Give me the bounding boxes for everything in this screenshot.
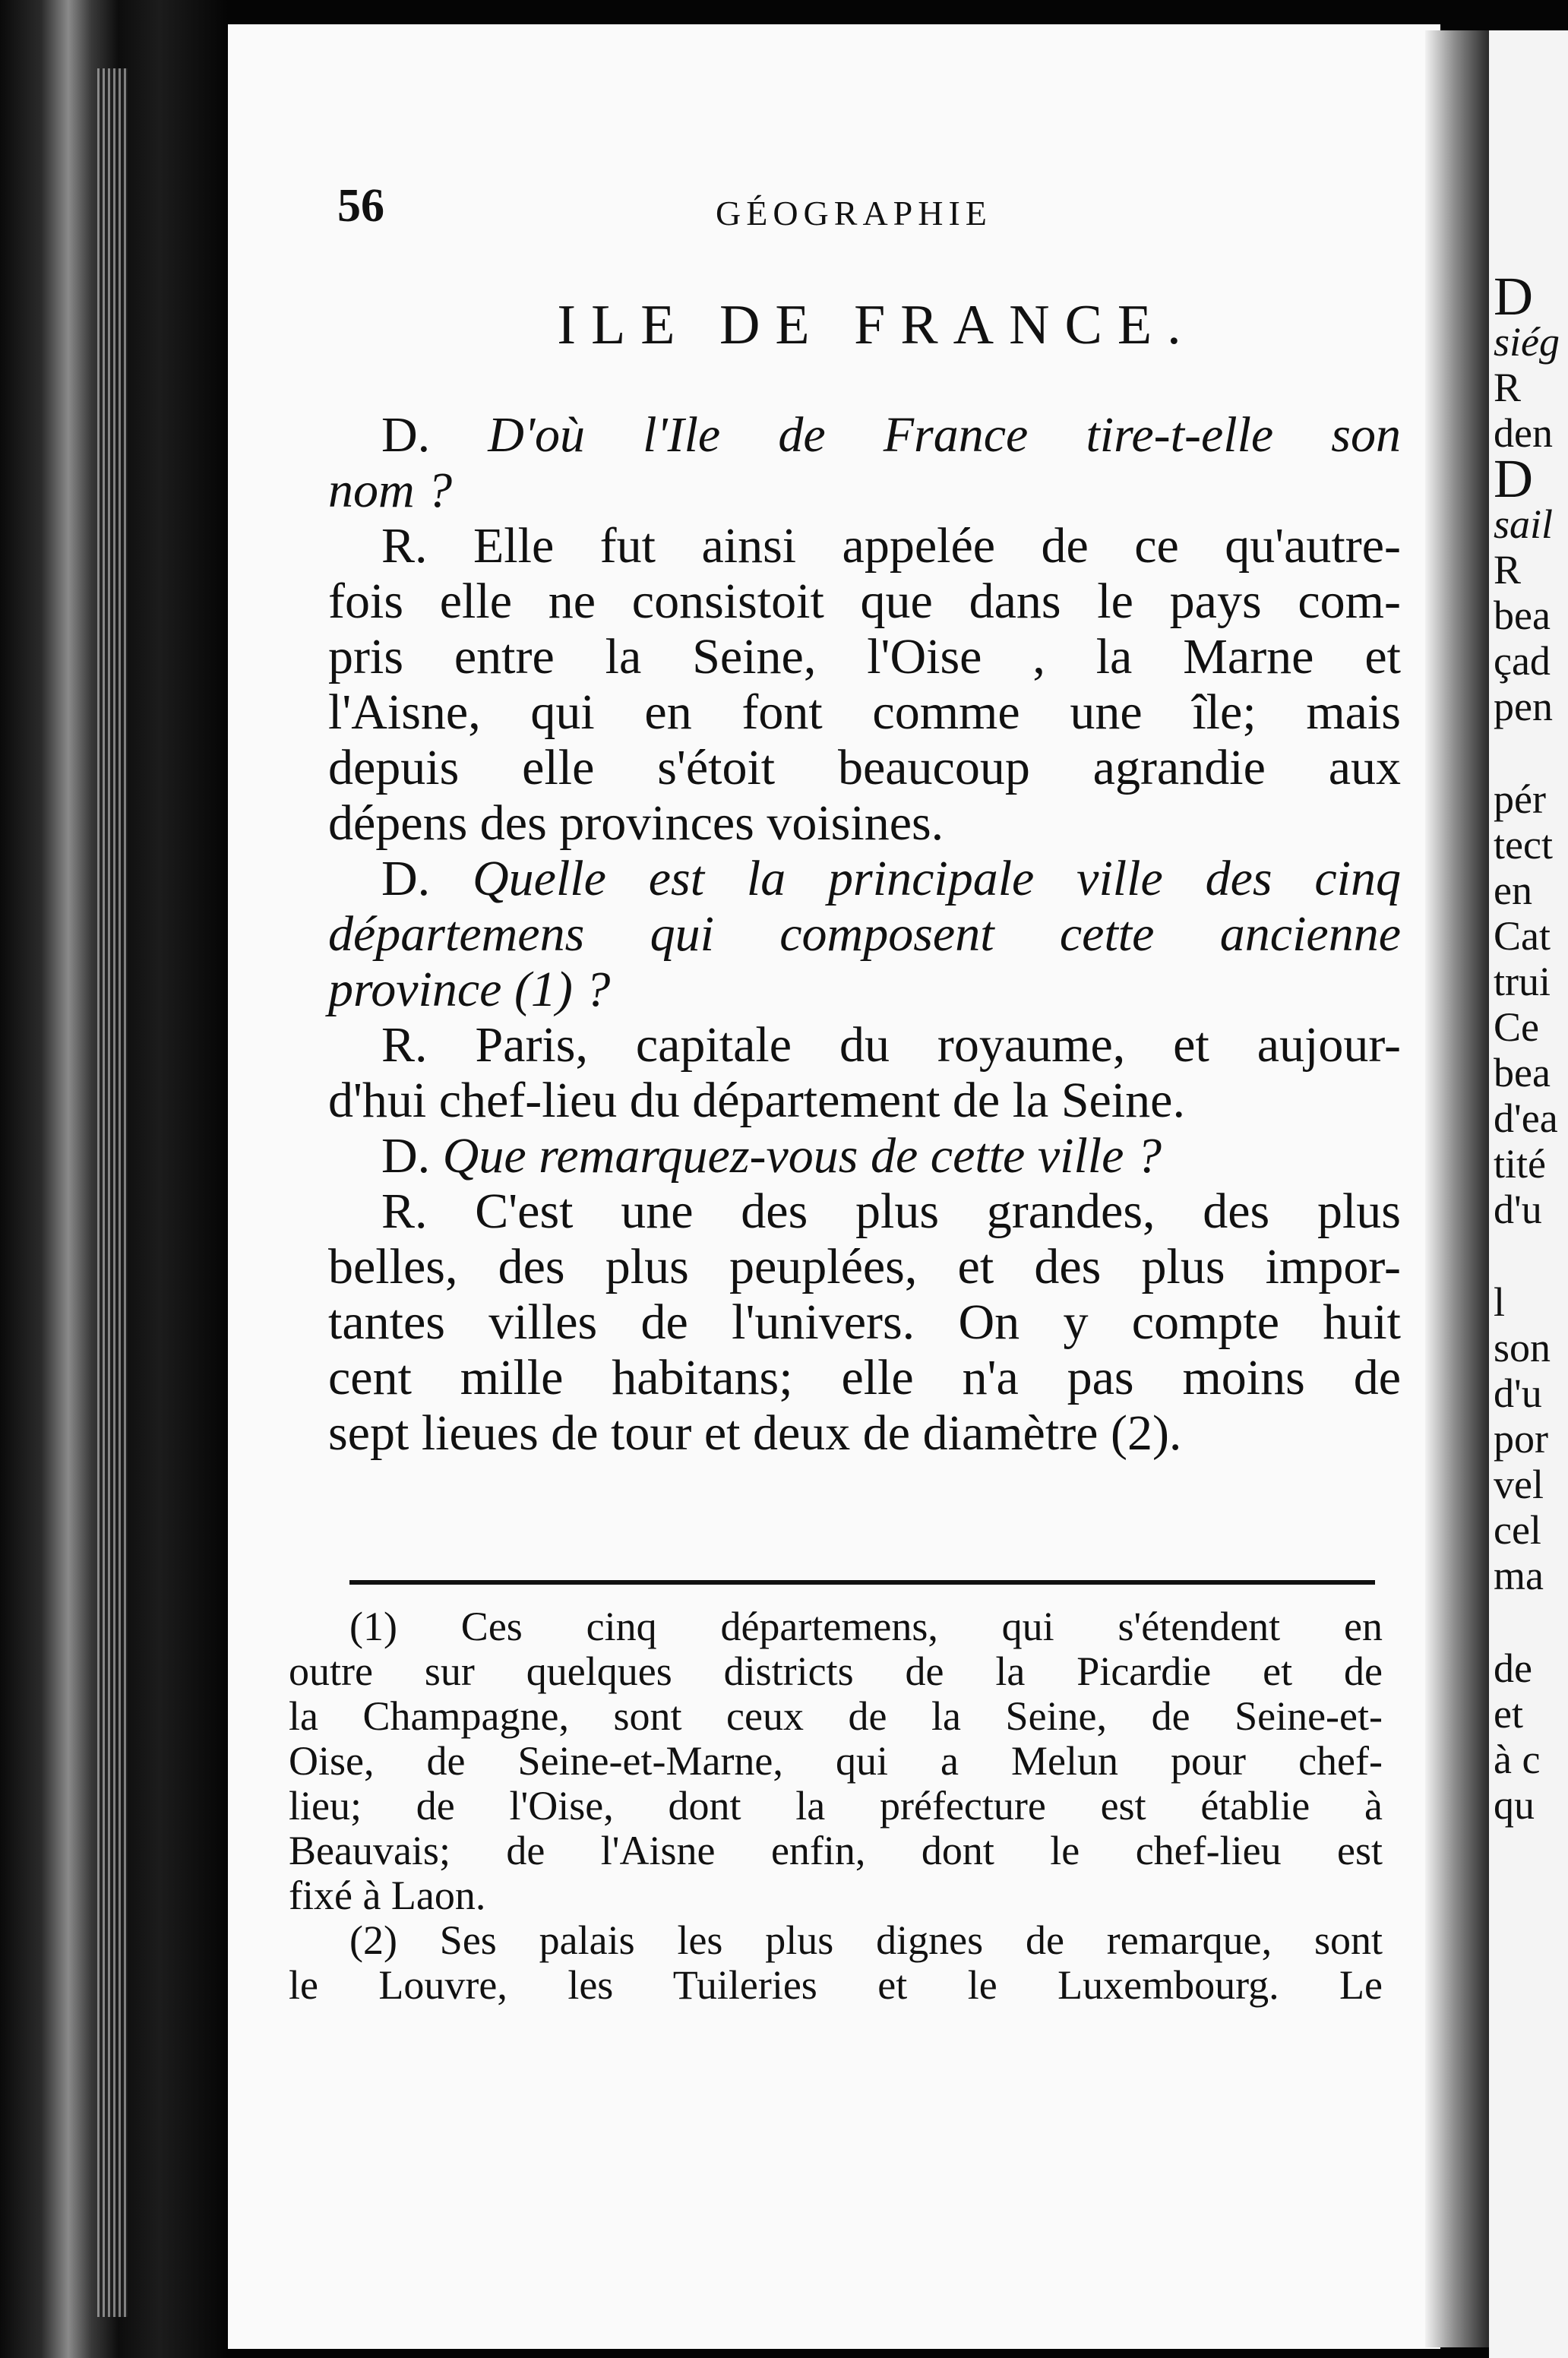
dialogue-label: R. <box>381 518 473 574</box>
adjacent-page-fragment: à c <box>1494 1737 1541 1782</box>
adjacent-page-fragment: son <box>1494 1325 1551 1370</box>
footnote-line: outre sur quelques districts de la Picardie et de <box>289 1648 1383 1694</box>
adjacent-page <box>1489 30 1568 2358</box>
line-text: province (1) ? <box>328 962 611 1017</box>
fragment-gap <box>1494 1598 1568 1645</box>
text-line <box>328 1073 1401 1128</box>
footnote-line: la Champagne, sont ceux de la Seine, de Seine-et- <box>289 1693 1383 1739</box>
adjacent-page-fragment: bea <box>1494 1050 1551 1095</box>
adjacent-page-fragment: sail <box>1494 501 1554 547</box>
adjacent-page-fragment: Cat <box>1494 913 1551 959</box>
dialogue-label: D. <box>381 851 473 906</box>
footnotes <box>289 1604 1383 2008</box>
adjacent-page-fragment: de <box>1494 1645 1532 1691</box>
footnote-line: lieu; de l'Oise, dont la préfecture est établie à <box>289 1783 1383 1829</box>
text-line <box>328 1184 1401 1239</box>
adjacent-page-fragment: D <box>1494 448 1533 509</box>
adjacent-page-fragment: qu <box>1494 1782 1535 1828</box>
adjacent-page-fragment: pen <box>1494 684 1553 729</box>
adjacent-page-fragment: trui <box>1494 959 1551 1004</box>
text-line <box>328 1017 1401 1073</box>
line-text: Elle fut ainsi appelée de ce qu'autre- <box>473 518 1401 574</box>
line-text: fois elle ne consistoit que dans le pays com- <box>328 574 1401 629</box>
line-text: Que remarquez-vous de cette ville ? <box>442 1128 1162 1184</box>
footnote-rule <box>349 1580 1375 1585</box>
fragment-gap <box>1494 1232 1568 1279</box>
section-title: ILE DE FRANCE. <box>557 294 1197 356</box>
text-line <box>328 906 1401 962</box>
adjacent-page-fragment: ma <box>1494 1553 1544 1598</box>
adjacent-page-fragment: cel <box>1494 1507 1541 1553</box>
running-head-title: GÉOGRAPHIE <box>716 194 992 232</box>
adjacent-page-fragment: vel <box>1494 1462 1544 1507</box>
dialogue-label: R. <box>381 1184 476 1239</box>
text-line <box>328 1239 1401 1294</box>
footnote-line: fixé à Laon. <box>289 1873 486 1918</box>
adjacent-page-text <box>1494 266 1568 1828</box>
body-text <box>328 407 1401 1461</box>
running-head <box>337 179 1416 240</box>
dialogue-label: D. <box>381 1128 443 1184</box>
page-edges <box>97 68 128 2317</box>
line-text: pris entre la Seine, l'Oise , la Marne et <box>328 629 1401 684</box>
line-text: belles, des plus peuplées, et des plus impor- <box>328 1239 1401 1294</box>
dialogue-label: R. <box>381 1017 476 1073</box>
adjacent-page-fragment: d'u <box>1494 1370 1542 1416</box>
text-line <box>328 629 1401 684</box>
text-line <box>328 463 1401 518</box>
text-line <box>328 962 1401 1017</box>
text-line <box>328 795 1401 851</box>
line-text: dépens des provinces voisines. <box>328 795 944 851</box>
text-line <box>328 851 1401 906</box>
line-text: Quelle est la principale ville des cinq <box>473 851 1401 906</box>
line-text: Paris, capitale du royaume, et aujour- <box>475 1017 1401 1073</box>
fragment-gap <box>1494 729 1568 776</box>
line-text: d'hui chef-lieu du département de la Seine. <box>328 1073 1185 1128</box>
adjacent-page-fragment: R <box>1494 547 1522 593</box>
adjacent-page-fragment: d'ea <box>1494 1095 1558 1141</box>
adjacent-page-fragment: pér <box>1494 776 1546 822</box>
text-line <box>328 684 1401 740</box>
line-text: nom ? <box>328 463 453 518</box>
line-text: départemens qui composent cette ancienne <box>328 906 1401 962</box>
page-number: 56 <box>337 180 384 232</box>
line-text: depuis elle s'étoit beaucoup agrandie aux <box>328 740 1401 795</box>
line-text: tantes villes de l'univers. On y compte huit <box>328 1294 1401 1350</box>
adjacent-page-fragment: tité <box>1494 1141 1546 1187</box>
adjacent-page-fragment: D <box>1494 266 1533 327</box>
adjacent-page-fragment: et <box>1494 1691 1523 1737</box>
line-text: sept lieues de tour et deux de diamètre (2). <box>328 1405 1182 1461</box>
line-text: cent mille habitans; elle n'a pas moins de <box>328 1350 1401 1405</box>
adjacent-page-fragment: bea <box>1494 593 1551 638</box>
footnote-line: (2) Ses palais les plus dignes de remarque, sont <box>349 1917 1383 1963</box>
text-line <box>328 518 1401 574</box>
line-text: D'où l'Ile de France tire-t-elle son <box>488 407 1401 463</box>
text-line <box>328 1405 1401 1461</box>
adjacent-page-fragment: R <box>1494 365 1522 410</box>
text-line <box>328 1350 1401 1405</box>
adjacent-page-fragment: l <box>1494 1279 1506 1325</box>
adjacent-page-fragment: por <box>1494 1416 1548 1462</box>
line-text: l'Aisne, qui en font comme une île; mais <box>328 684 1401 740</box>
dialogue-label: D. <box>381 407 488 463</box>
adjacent-page-fragment: çad <box>1494 638 1551 684</box>
text-line <box>328 740 1401 795</box>
adjacent-page-fragment: Ce <box>1494 1004 1539 1050</box>
text-line <box>328 1128 1401 1184</box>
adjacent-page-fragment: siég <box>1494 319 1560 365</box>
footnote-line: Beauvais; de l'Aisne enfin, dont le chef-lieu est <box>289 1828 1383 1873</box>
footnote-line: le Louvre, les Tuileries et le Luxembourg. Le <box>289 1962 1383 2008</box>
text-line <box>328 407 1401 463</box>
footnote-line: (1) Ces cinq départemens, qui s'étendent en <box>349 1604 1383 1649</box>
adjacent-page-fragment: en <box>1494 868 1532 913</box>
text-line <box>328 574 1401 629</box>
adjacent-page-fragment: d'u <box>1494 1187 1542 1232</box>
adjacent-page-fragment: tect <box>1494 822 1553 868</box>
footnote-line: Oise, de Seine-et-Marne, qui a Melun pour chef- <box>289 1738 1383 1784</box>
text-line <box>328 1294 1401 1350</box>
line-text: C'est une des plus grandes, des plus <box>475 1184 1401 1239</box>
adjacent-page-fragment: den <box>1494 410 1553 456</box>
